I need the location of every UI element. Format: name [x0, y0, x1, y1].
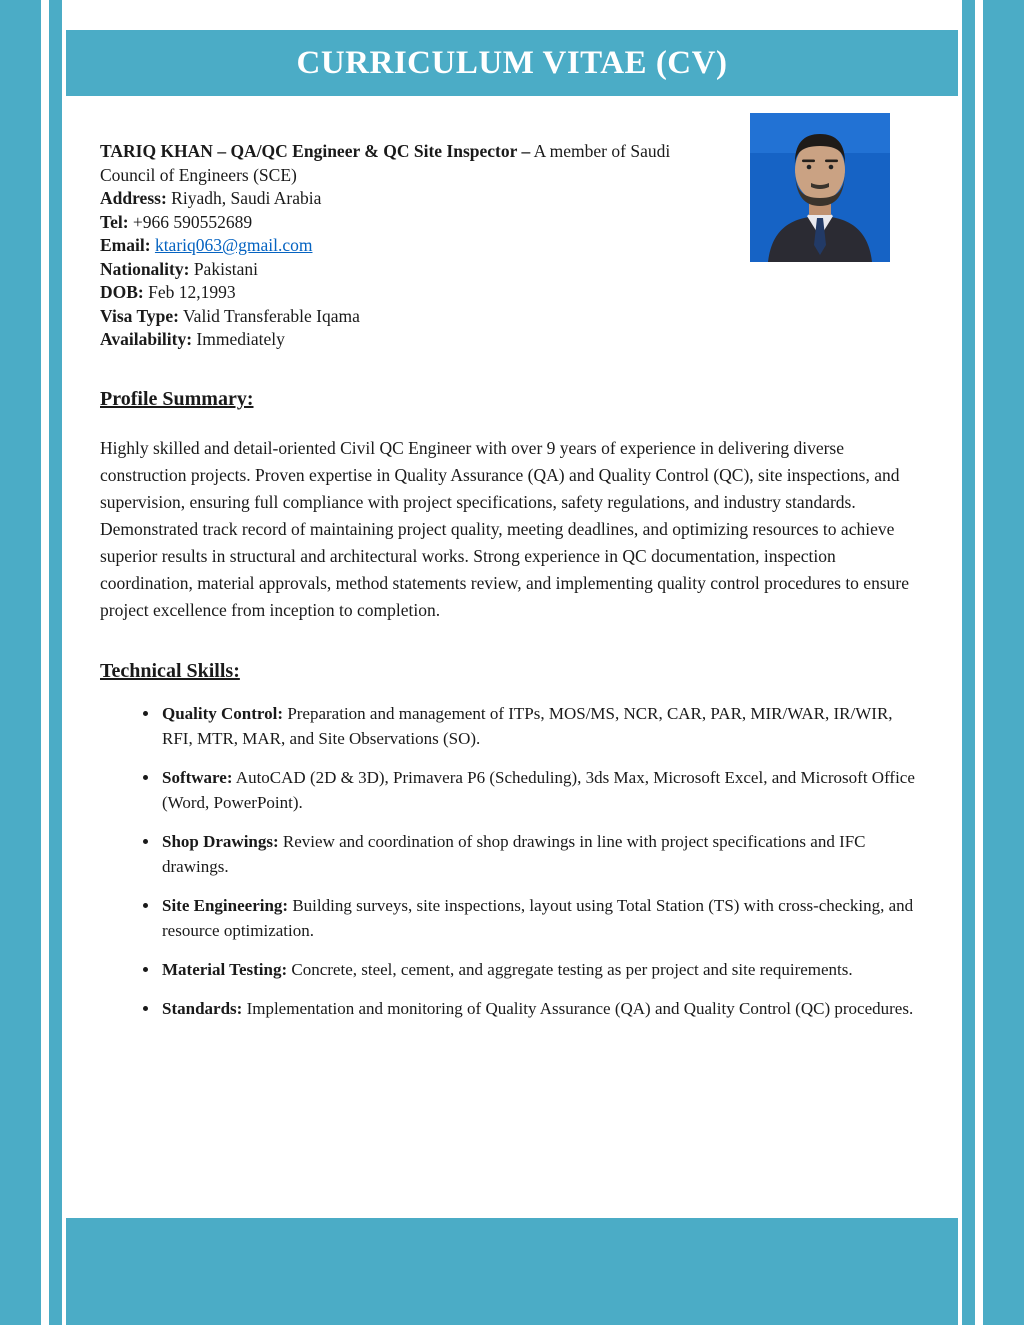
name-title-line [100, 140, 710, 187]
content-area [66, 118, 958, 1035]
email-link[interactable]: ktariq063@gmail.com [154, 235, 313, 255]
membership-text: A member of Saudi Council of Engineers (SCE) [100, 141, 671, 185]
skills-list [100, 701, 924, 1021]
candidate-name: TARIQ KHAN – QA/QC Engineer & QC Site Inspector – [100, 141, 531, 161]
technical-skills-heading: Technical Skills: [100, 659, 240, 682]
left-outer-bar [0, 0, 41, 1325]
visa-line: Visa Type: Valid Transferable Iqama [100, 305, 360, 326]
skill-item-software: • Software: AutoCAD (2D & 3D), Primavera P6 (Scheduling), 3ds Max, Microsoft Excel, and Microsoft Office (Word, PowerPoint). [160, 765, 924, 815]
skill-item-quality-control: • Quality Control: Preparation and management of ITPs, MOS/MS, NCR, CAR, PAR, MIR/WAR, IR/WIR, RFI, MTR, MAR, and Site Observations (SO). [160, 701, 924, 751]
skill-item-material-testing: • Material Testing: Concrete, steel, cement, and aggregate testing as per project and site requirements. [160, 957, 924, 982]
profile-summary-heading: Profile Summary: [100, 387, 254, 410]
page-title: CURRICULUM VITAE (CV) [296, 44, 728, 81]
email-line: Email: ktariq063@gmail.com [100, 235, 313, 255]
tel-line: Tel: +966 590552689 [100, 211, 253, 232]
profile-paragraph-1: Highly skilled and detail-oriented Civil QC Engineer with over 9 years of experience in delivering diverse construction projects. Proven expertise in Quality Assurance (QA) and Quality Control (QC), site inspections, and supervision, ensuring full compliance with project specifications, safety regulations, and industry standards. [100, 437, 900, 512]
profile-paragraph-2: Demonstrated track record of maintaining project quality, meeting deadlines, and optimizing resources to achieve superior results in structural and architectural works. Strong experience in QC documentation, inspection coordination, material approvals, method statements review, and implementing quality control procedures to ensure project excellence from inception to completion. [100, 518, 909, 620]
right-inner-stripe [962, 0, 975, 1325]
personal-info-block [100, 140, 710, 352]
address-line: Address: Riyadh, Saudi Arabia [100, 188, 322, 208]
footer-bar [66, 1218, 958, 1325]
title-banner [66, 30, 958, 96]
skill-item-site-engineering: • Site Engineering: Building surveys, site inspections, layout using Total Station (TS) with cross-checking, and resource optimization. [160, 893, 924, 943]
right-outer-bar [983, 0, 1024, 1325]
dob-line: DOB: Feb 12,1993 [100, 282, 236, 302]
availability-line: Availability: Immediately [100, 329, 285, 349]
nationality-line: Nationality: Pakistani [100, 258, 258, 279]
left-inner-stripe [49, 0, 62, 1325]
skill-item-shop-drawings: • Shop Drawings: Review and coordination of shop drawings in line with project specifications and IFC drawings. [160, 829, 924, 879]
skill-item-standards: • Standards: Implementation and monitoring of Quality Assurance (QA) and Quality Control (QC) procedures. [160, 996, 924, 1021]
